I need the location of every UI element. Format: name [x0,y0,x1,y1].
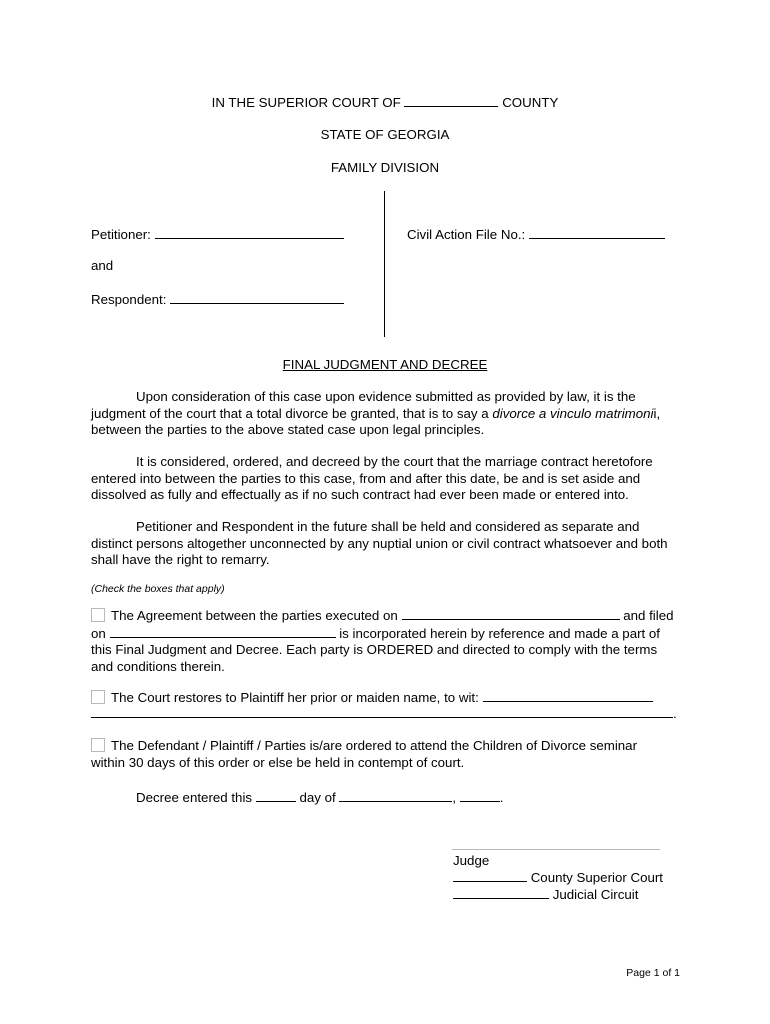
option-agreement: The Agreement between the parties executed on and filed on is incorporated herein by reference and made a part of this Final Judgment and Decree. Each party is ORDERED and directed to comply with the terms and conditions therein. [91,608,674,674]
circuit-blank [453,886,549,899]
filed-date-blank [110,625,336,638]
seminar-checkbox[interactable] [91,738,105,752]
check-note: (Check the boxes that apply) [91,583,225,595]
page-number: Page 1 of 1 [626,967,680,979]
circuit-line: Judicial Circuit [453,886,638,904]
year-blank [460,789,500,802]
petitioner-blank [155,226,344,239]
caption-divider [384,191,385,337]
option-seminar: The Defendant / Plaintiff / Parties is/are ordered to attend the Children of Divorce seminar within 30 days of this order or else be held in contempt of court. [91,738,637,770]
state-heading: STATE OF GEORGIA [320,127,450,142]
maiden-name-checkbox[interactable] [91,690,105,704]
decree-entered-line: Decree entered this day of , . [136,790,504,805]
month-blank [339,789,452,802]
agreement-checkbox[interactable] [91,608,105,622]
document-title: FINAL JUDGMENT AND DECREE [282,357,488,372]
court-heading: IN THE SUPERIOR COURT OF COUNTY [211,95,559,110]
executed-date-blank [402,607,620,620]
maiden-name-blank-2 [91,705,673,718]
maiden-name-line2: . [91,705,691,723]
judge-label: Judge [453,853,490,868]
paragraph-separation: Petitioner and Respondent in the future shall be held and considered as separate and distinct persons altogether unconnected by any nuptial union or civil contract whatsoever and both shall have the right to remarry. [91,519,668,567]
civil-action-blank [529,226,665,239]
paragraph-decree: It is considered, ordered, and decreed by the court that the marriage contract heretofore entered into between the parties to this case, from and after this date, be and is set aside and dissolved as fully and effectually as if no such contract had ever been made or entered into. [91,454,653,502]
and-label: and [91,258,114,273]
paragraph-judgment: Upon consideration of this case upon evidence submitted as provided by law, it is the judgment of the court that a total divorce be granted, that is to say a divorce a vinculo matrimonii, between the parties to the above stated case upon legal principles. [91,389,661,437]
respondent-line: Respondent: [91,291,344,309]
option-maiden-name: The Court restores to Plaintiff her prior or maiden name, to wit: [91,689,674,707]
petitioner-line: Petitioner: [91,226,344,244]
civil-action-line: Civil Action File No.: [407,226,665,244]
judge-signature-line [452,849,660,850]
division-heading: FAMILY DIVISION [330,160,440,175]
county-blank [404,94,498,107]
county-court-line: County Superior Court [453,869,663,887]
maiden-name-blank [483,689,653,702]
day-blank [256,789,296,802]
county-court-blank [453,869,527,882]
respondent-blank [170,291,344,304]
